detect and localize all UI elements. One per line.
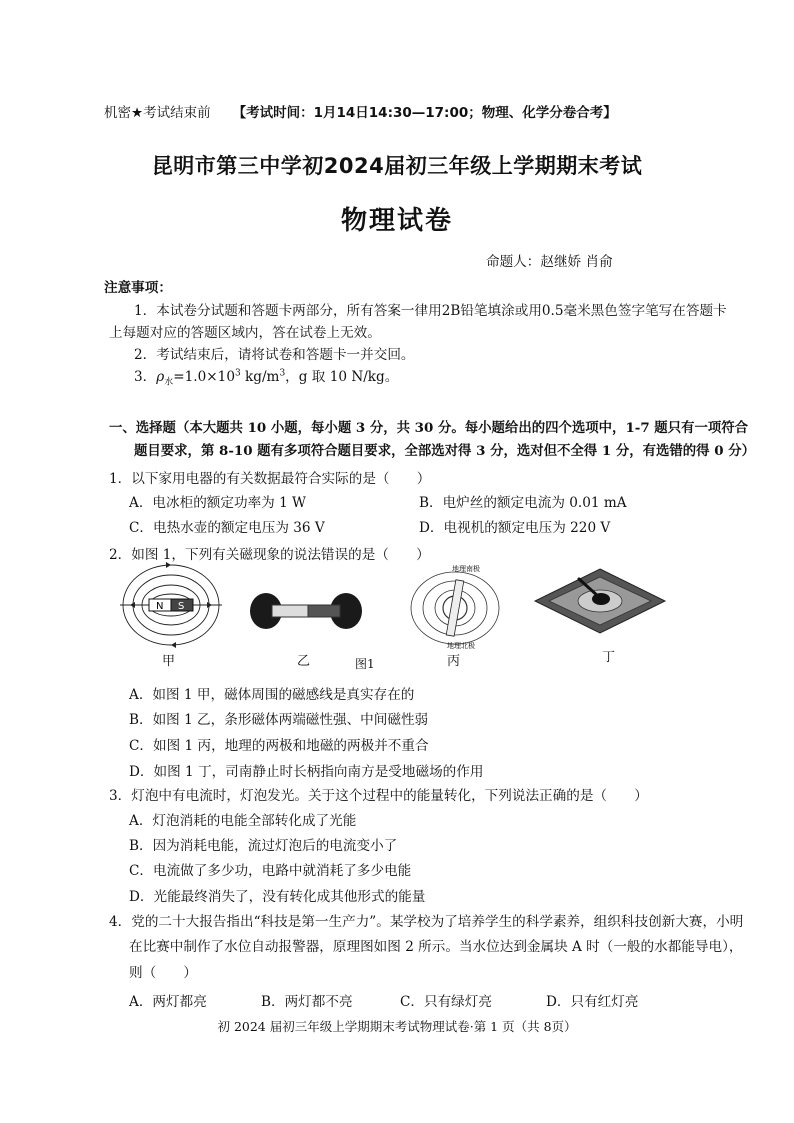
q3-option-b: B．因为消耗电能，流过灯泡后的电流变小了: [129, 838, 398, 854]
exam-time: 【考试时间：1月14日14:30—17:00；物理、化学分卷合考】: [232, 105, 617, 121]
figure-magnet-iron-filings: [248, 590, 364, 632]
q4-option-c: C．只有绿灯亮: [400, 994, 492, 1010]
figure-earth-magnetic-field: [405, 562, 505, 650]
q4-line3: 则（ ）: [129, 965, 197, 981]
note-1b: 上每题对应的答题区域内，答在试卷上无效。: [109, 325, 381, 341]
exam-author: 命题人：赵继娇 肖俞: [486, 254, 613, 270]
section1-line1: 一、选择题（本大题共 10 小题，每小题 3 分，共 30 分。每小题给出的四个选项中，1-7 题只有一项符合: [109, 420, 749, 436]
q3-option-a: A．灯泡消耗的电能全部转化成了光能: [129, 813, 357, 829]
q4-line1: 4．党的二十大报告指出“科技是第一生产力”。某学校为了培养学生的科学素养，组织科技创新大赛，小明: [109, 914, 744, 930]
q4-option-a: A．两灯都亮: [129, 994, 207, 1010]
figure-sinan-compass: [533, 567, 667, 635]
exam-subtitle: 物理试卷: [340, 206, 453, 236]
figure-label-jia: 甲: [162, 654, 176, 669]
note-3: 3．$\rho_水=1.0\times 10^3$ $kg/m^3$，g 取 10 N/kg。: [134, 368, 399, 388]
q2-option-c: C．如图 1 丙，地理的两极和地磁的两极并不重合: [129, 738, 429, 754]
q1-option-b: B．电炉丝的额定电流为 0.01 mA: [419, 495, 627, 511]
geographic-north-label: 地理北极: [447, 642, 475, 650]
figure-magnet-field-lines: [118, 562, 224, 648]
notes-heading: 注意事项：: [104, 280, 172, 296]
magnet-s-label: S: [178, 601, 185, 612]
geographic-south-label: 地理南极: [452, 565, 480, 573]
q2-option-b: B．如图 1 乙，条形磁体两端磁性强、中间磁性弱: [129, 712, 429, 728]
q1-option-a: A．电冰柜的额定功率为 1 W: [129, 495, 307, 511]
q3-option-c: C．电流做了多少功，电路中就消耗了多少电能: [129, 863, 412, 879]
figure-label-ding: 丁: [602, 650, 616, 665]
figure-label-yi: 乙: [297, 654, 311, 669]
section1-line2: 题目要求，第 8-10 题有多项符合题目要求，全部选对得 3 分，选对但不全得 1 分，有选错的得 0 分）: [134, 443, 755, 459]
exam-header: [104, 101, 617, 121]
q4-option-b: B．两灯都不亮: [261, 994, 353, 1010]
exam-title: 昆明市第三中学初2024届初三年级上学期期末考试: [151, 154, 643, 178]
q2-option-d: D．如图 1 丁，司南静止时长柄指向南方是受地磁场的作用: [129, 764, 484, 780]
note-2: 2．考试结束后，请将试卷和答题卡一并交回。: [134, 347, 415, 363]
figure-label-bing: 丙: [447, 654, 461, 669]
confidential-label: 机密★考试结束前: [104, 105, 211, 121]
q1-option-d: D．电视机的额定电压为 220 V: [419, 520, 611, 536]
q1-option-c: C．电热水壶的额定电压为 36 V: [129, 520, 325, 536]
page-footer: 初 2024 届初三年级上学期期末考试物理试卷·第 1 页（共 8页）: [217, 1019, 577, 1034]
q4-option-d: D．只有红灯亮: [546, 994, 639, 1010]
q4-line2: 在比赛中制作了水位自动报警器，原理图如图 2 所示。当水位达到金属块 A 时（一般的水都能导电），: [129, 939, 743, 955]
q3-stem: 3．灯泡中有电流时，灯泡发光。关于这个过程中的能量转化，下列说法正确的是（ ）: [109, 788, 648, 804]
q2-option-a: A．如图 1 甲，磁体周围的磁感线是真实存在的: [129, 687, 415, 703]
figure-1-caption: 图1: [355, 657, 375, 671]
note-1a: 1．本试卷分试题和答题卡两部分，所有答案一律用2B铅笔填涂或用0.5毫米黑色签字笔写在答题卡: [134, 303, 727, 319]
magnet-n-label: N: [156, 601, 164, 612]
q2-stem: 2．如图 1，下列有关磁现象的说法错误的是（ ）: [109, 547, 430, 563]
q1-stem: 1．以下家用电器的有关数据最符合实际的是（ ）: [109, 471, 431, 487]
q3-option-d: D．光能最终消失了，没有转化成其他形式的能量: [129, 889, 426, 905]
